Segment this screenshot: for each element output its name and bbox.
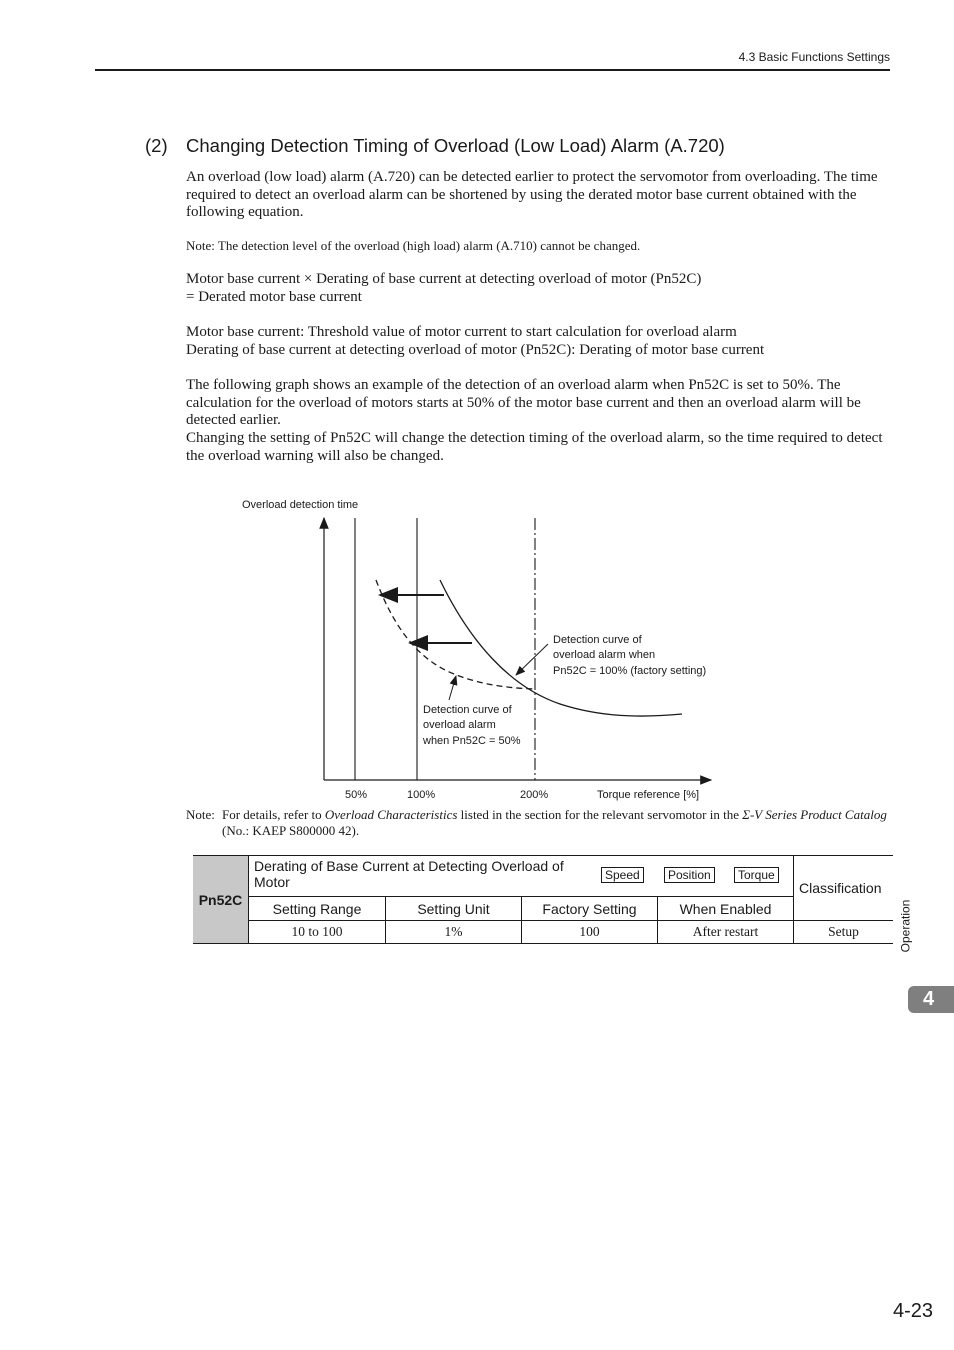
value-classification: Setup [794, 921, 894, 944]
header-setting-unit: Setting Unit [386, 897, 522, 921]
note-label: Note: [186, 807, 215, 822]
note-ref-title: Overload Characteristics [324, 807, 458, 822]
note-prefix: For details, refer to [222, 807, 325, 822]
side-tab-label: Operation [898, 899, 913, 953]
note-suffix: (No.: KAEP S800000 42). [222, 823, 360, 838]
curve-50-label-line-3: when Pn52C = 50% [423, 735, 521, 747]
header-setting-range: Setting Range [249, 897, 386, 921]
note-catalog-title: Σ-V Series Product Catalog [742, 807, 887, 822]
overload-detection-diagram [230, 492, 740, 807]
side-tab-operation [898, 895, 921, 960]
tag-speed: Speed [601, 867, 644, 883]
section-heading [145, 135, 725, 157]
curve-50-label-line-2: overload alarm [423, 719, 496, 731]
value-setting-unit: 1% [386, 921, 522, 944]
definition-block [186, 324, 891, 359]
running-header: 4.3 Basic Functions Settings [738, 50, 890, 64]
graph-intro-paragraph: The following graph shows an example of the detection of an overload alarm when Pn52C is set to 50%. The calculation for the overload of motors starts at 50% of the motor base current and then an overload alarm will be detected earlier. [186, 377, 861, 429]
page-number: 4-23 [893, 1300, 934, 1322]
section-title: Changing Detection Timing of Overload (Low Load) Alarm (A.720) [186, 135, 725, 156]
x-tick-200: 200% [520, 789, 549, 801]
value-setting-range: 10 to 100 [249, 921, 386, 944]
tag-position: Position [664, 867, 715, 883]
curve-100-label-line-3: Pn52C = 100% (factory setting) [553, 665, 707, 677]
curve-50-label-line-1: Detection curve of [423, 704, 512, 716]
parameter-table [193, 855, 893, 944]
value-factory-setting: 100 [522, 921, 658, 944]
note-middle: listed in the section for the relevant servomotor in the [457, 807, 743, 822]
x-tick-50: 50% [345, 789, 368, 801]
curve-100-label-line-2: overload alarm when [553, 649, 656, 661]
definition-line-1: Motor base current: Threshold value of motor current to start calculation for overload alarm [186, 324, 737, 340]
note-detection-level: Note: The detection level of the overload (high load) alarm (A.710) cannot be changed. [186, 238, 641, 253]
curve-pn52c-50 [376, 580, 535, 689]
leader-curve-50 [449, 676, 456, 700]
header-factory-setting: Factory Setting [522, 897, 658, 921]
equation-line-1: Motor base current × Derating of base current at detecting overload of motor (Pn52C) [186, 271, 702, 287]
equation-line-2: = Derated motor base current [186, 288, 362, 305]
classification-header: Classification [794, 856, 894, 921]
curve-100-label-line-1: Detection curve of [553, 634, 642, 646]
value-when-enabled: After restart [658, 921, 794, 944]
parameter-code: Pn52C [193, 856, 249, 944]
definition-line-2: Derating of base current at detecting overload of motor (Pn52C): Derating of motor base current [186, 341, 765, 358]
parameter-title: Derating of Base Current at Detecting Overload of Motor [254, 858, 564, 890]
leader-curve-100 [516, 644, 548, 675]
intro-paragraph: An overload (low load) alarm (A.720) can be detected earlier to protect the servomotor from overloading. The time required to detect an overload alarm can be shortened by using the derated motor base current obtained with the following equation. [186, 169, 878, 221]
parameter-title-cell [249, 856, 794, 897]
section-number: (2) [145, 135, 168, 156]
note-details-reference [186, 807, 891, 839]
chapter-tab: 4 [908, 986, 954, 1013]
header-rule [95, 69, 890, 71]
header-when-enabled: When Enabled [658, 897, 794, 921]
x-tick-100: 100% [407, 789, 436, 801]
tag-torque: Torque [734, 867, 779, 883]
x-axis-label: Torque reference [%] [597, 789, 700, 801]
equation-block [186, 271, 891, 306]
graph-intro-block [186, 377, 891, 466]
note-body [222, 807, 891, 839]
graph-intro-paragraph-2: Changing the setting of Pn52C will change the detection timing of the overload alarm, so the time required to detect the overload warning will also be changed. [186, 430, 883, 464]
y-axis-label: Overload detection time [242, 499, 359, 511]
